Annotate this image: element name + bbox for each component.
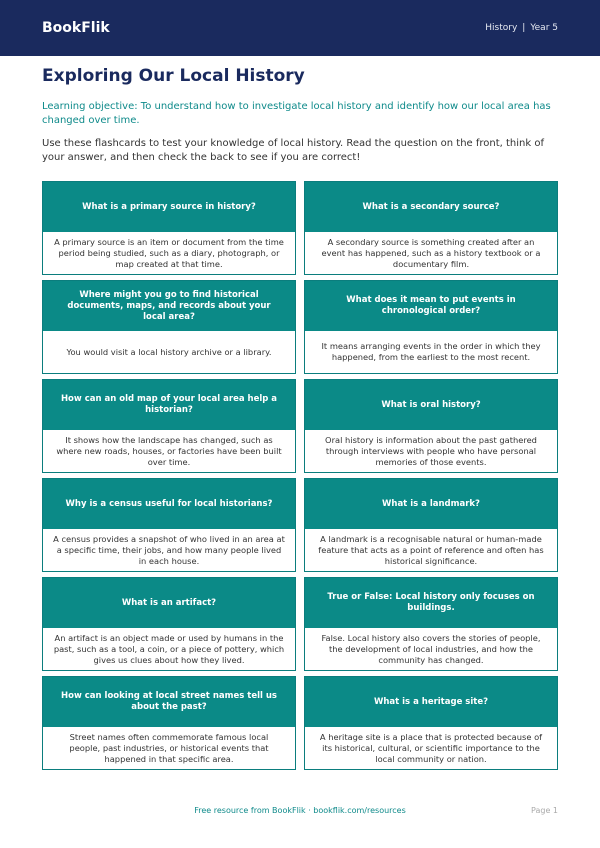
flashcard-answer: A census provides a snapshot of who lived in an area at a specific time, their jobs, and how many people lived in each house.: [53, 533, 285, 566]
flashcard[interactable]: [304, 379, 558, 473]
flashcard-question: What is oral history?: [305, 380, 557, 430]
footer-link[interactable]: Free resource from BookFlik · bookflik.com/resources: [194, 806, 406, 815]
flashcard[interactable]: [42, 478, 296, 572]
flashcard-question: What is a primary source in history?: [43, 182, 295, 232]
learning-objective: Learning objective: To understand how to investigate local history and identify how our local area has changed over time.: [42, 101, 551, 126]
flashcard[interactable]: [304, 181, 558, 275]
flashcard-question: What is a heritage site?: [305, 677, 557, 727]
flashcard-question: What is an artifact?: [43, 578, 295, 628]
flashcard-question: Where might you go to find historical documents, maps, and records about your local area?: [43, 281, 295, 331]
flashcard-question: How can an old map of your local area help a historian?: [43, 380, 295, 430]
flashcard-question: What does it mean to put events in chronological order?: [305, 281, 557, 331]
breadcrumb: [485, 23, 558, 33]
flashcard-answer: A secondary source is something created after an event has happened, such as a history textbook or a documentary film.: [321, 236, 541, 269]
flashcard-grid: [42, 181, 558, 770]
flashcard[interactable]: [304, 577, 558, 671]
intro-text: Use these flashcards to test your knowledge of local history. Read the question on the front, think of your answer, and then check the back to see if you are correct!: [42, 138, 544, 163]
flashcard-question: Why is a census useful for local historians?: [43, 479, 295, 529]
breadcrumb-separator: |: [522, 23, 526, 33]
breadcrumb-year[interactable]: Year 5: [530, 23, 558, 33]
flashcard[interactable]: [304, 676, 558, 770]
flashcard-answer: Street names often commemorate famous local people, past industries, or historical events that happened in that specific area.: [69, 731, 269, 764]
flashcard[interactable]: [304, 280, 558, 374]
flashcard-answer: Oral history is information about the past gathered through interviews with people who have personal memories of those events.: [325, 434, 537, 467]
flashcard-answer: It shows how the landscape has changed, such as where new roads, houses, or factories have been built over time.: [56, 434, 282, 467]
flashcard-answer: You would visit a local history archive or a library.: [66, 346, 272, 357]
page-footer: [42, 806, 558, 820]
flashcard[interactable]: [42, 577, 296, 671]
flashcard[interactable]: [304, 478, 558, 572]
flashcard-question: True or False: Local history only focuses on buildings.: [305, 578, 557, 628]
flashcard-answer: False. Local history also covers the stories of people, the development of local industries, and how the community has changed.: [321, 632, 541, 665]
page-number: Page 1: [531, 806, 558, 815]
page-title: Exploring Our Local History: [42, 66, 305, 86]
breadcrumb-subject[interactable]: History: [485, 23, 518, 33]
brand-logo[interactable]: BookFlik: [42, 20, 110, 36]
flashcard[interactable]: [42, 280, 296, 374]
flashcard-answer: It means arranging events in the order in which they happened, from the earliest to the most recent.: [321, 341, 541, 362]
flashcard[interactable]: [42, 379, 296, 473]
flashcard-question: How can looking at local street names tell us about the past?: [43, 677, 295, 727]
flashcard-question: What is a secondary source?: [305, 182, 557, 232]
flashcard-answer: An artifact is an object made or used by humans in the past, such as a tool, a coin, or a piece of pottery, which gives us clues about how they lived.: [53, 632, 285, 665]
flashcard[interactable]: [42, 676, 296, 770]
flashcard-answer: A heritage site is a place that is protected because of its historical, cultural, or scientific importance to the local community or nation.: [319, 731, 543, 764]
top-bar: [0, 0, 600, 56]
flashcard-answer: A landmark is a recognisable natural or human-made feature that acts as a point of reference and often has historical significance.: [318, 533, 544, 566]
flashcard-answer: A primary source is an item or document from the time period being studied, such as a diary, photograph, or map created at that time.: [54, 236, 284, 269]
flashcard[interactable]: [42, 181, 296, 275]
flashcard-question: What is a landmark?: [305, 479, 557, 529]
